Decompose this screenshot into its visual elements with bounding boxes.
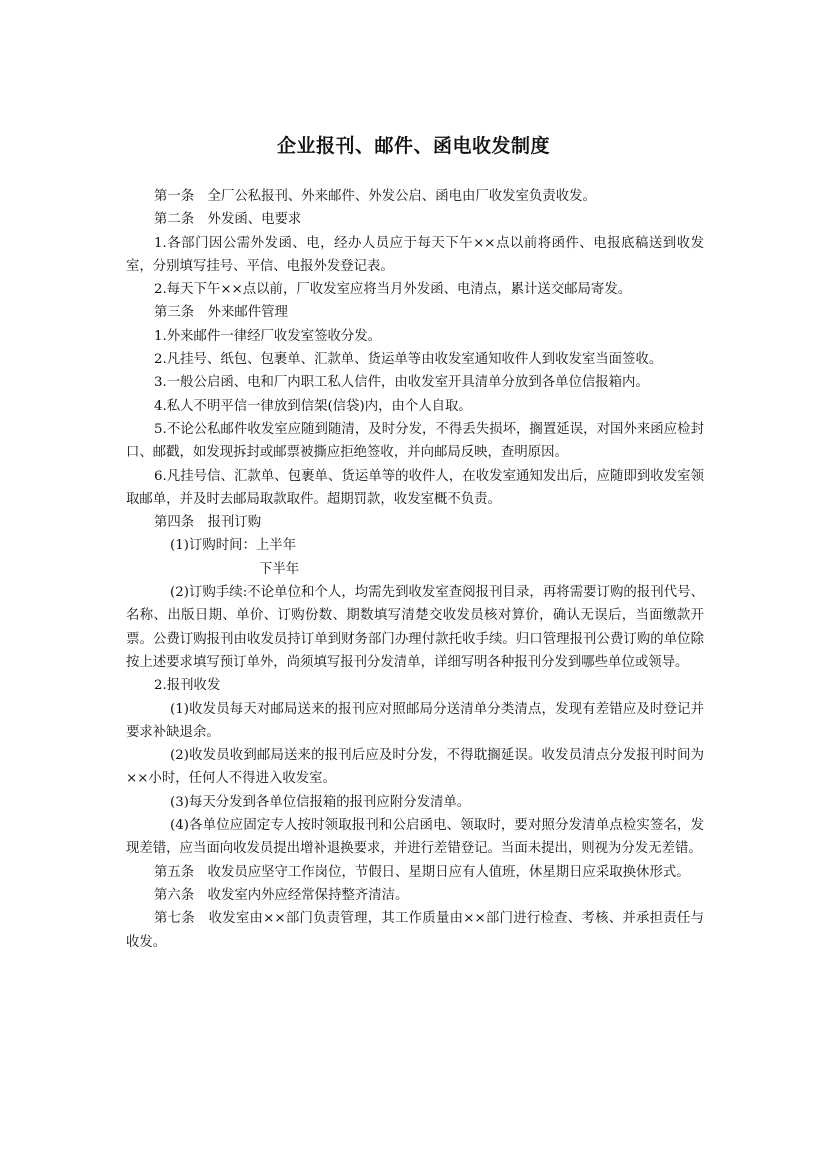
article-4-distribution-item-1: (1)收发员每天对邮局送来的报刊应对照邮局分送清单分类清点，发现有差错应及时登记并要求补缺退余。 (126, 701, 704, 740)
article-4-heading: 第四条 报刊订购 (154, 515, 262, 531)
article-4-distribution-item-3: (3)每天分发到各单位信报箱的报刊应附分发清单。 (170, 794, 471, 810)
article-4-distribution-item-2: (2)收发员收到邮局送来的报刊后应及时分发，不得耽搁延误。收发员清点分发报刊时间为××小时，任何人不得进入收发室。 (126, 748, 704, 787)
article-2-item-1: 1.各部门因公需外发函、电，经办人员应于每天下午××点以前将函件、电报底稿送到收发室，分别填写挂号、平信、电报外发登记表。 (126, 235, 704, 274)
article-3-item-2: 2.凡挂号、纸包、包裹单、汇款单、货运单等由收发室通知收件人到收发室当面签收。 (154, 352, 663, 368)
article-4-distribution-heading: 2.报刊收发 (154, 678, 221, 694)
article-4-order-time-second-half: 下半年 (259, 561, 300, 577)
article-3-item-5: 5.不论公私邮件收发室应随到随清，及时分发，不得丢失损坏，搁置延误，对国外来函应检封口、邮戳，如发现拆封或邮票被撕应拒绝签收，并向邮局反映，查明原因。 (126, 421, 704, 461)
article-5: 第五条 收发员应坚守工作岗位，节假日、星期日应有人值班，休星期日应采取换休形式。 (154, 864, 690, 880)
article-3-heading: 第三条 外来邮件管理 (154, 305, 288, 321)
article-1: 第一条 全厂公私报刊、外来邮件、外发公启、函电由厂收发室负责收发。 (154, 189, 596, 204)
article-3-item-1: 1.外来邮件一律经厂收发室签收分发。 (154, 328, 382, 344)
article-2-item-2: 2.每天下午××点以前，厂收发室应将当月外发函、电清点，累计送交邮局寄发。 (154, 282, 632, 298)
article-7: 第七条 收发室由××部门负责管理，其工作质量由××部门进行检查、考核、并承担责任与收发。 (126, 911, 704, 950)
article-2-heading: 第二条 外发函、电要求 (154, 212, 302, 228)
article-3-item-6: 6.凡挂号信、汇款单、包裹单、货运单等的收件人，在收发室通知发出后，应随即到收发室领取邮单，并及时去邮局取款取件。超期罚款，收发室概不负责。 (126, 468, 704, 507)
article-3-item-3: 3.一般公启函、电和厂内职工私人信件，由收发室开具清单分放到各单位信报箱内。 (154, 375, 649, 391)
article-3-item-4: 4.私人不明平信一律放到信架(信袋)内，由个人自取。 (154, 398, 472, 414)
document-title: 企业报刊、邮件、函电收发制度 (276, 135, 550, 157)
document-body (126, 185, 704, 954)
article-4-distribution-item-4: (4)各单位应固定专人按时领取报刊和公启函电、领取时，要对照分发清单点检实签名，发现差错，应当面向收发员提出增补退换要求，并进行差错登记。当面未提出，则视为分发无差错。 (126, 818, 704, 857)
article-4-order-time: (1)订购时间：上半年 (170, 538, 297, 554)
article-6: 第六条 收发室内外应经常保持整齐清洁。 (154, 887, 409, 903)
article-4-order-procedure: (2)订购手续:不论单位和个人，均需先到收发室查阅报刊目录，再将需要订购的报刊代号、名称、出版日期、单价、订购份数、期数填写清楚交收发员核对算价，确认无误后，当面缴款开票。公费订购报刊由收发员持订单到财务部门办理付款托收手续。归口管理报刊公费订购的单位除按上述要求填写预订单外，尚须填写报刊分发清单，详细写明各种报刊分发到哪些单位或领导。 (126, 585, 704, 670)
